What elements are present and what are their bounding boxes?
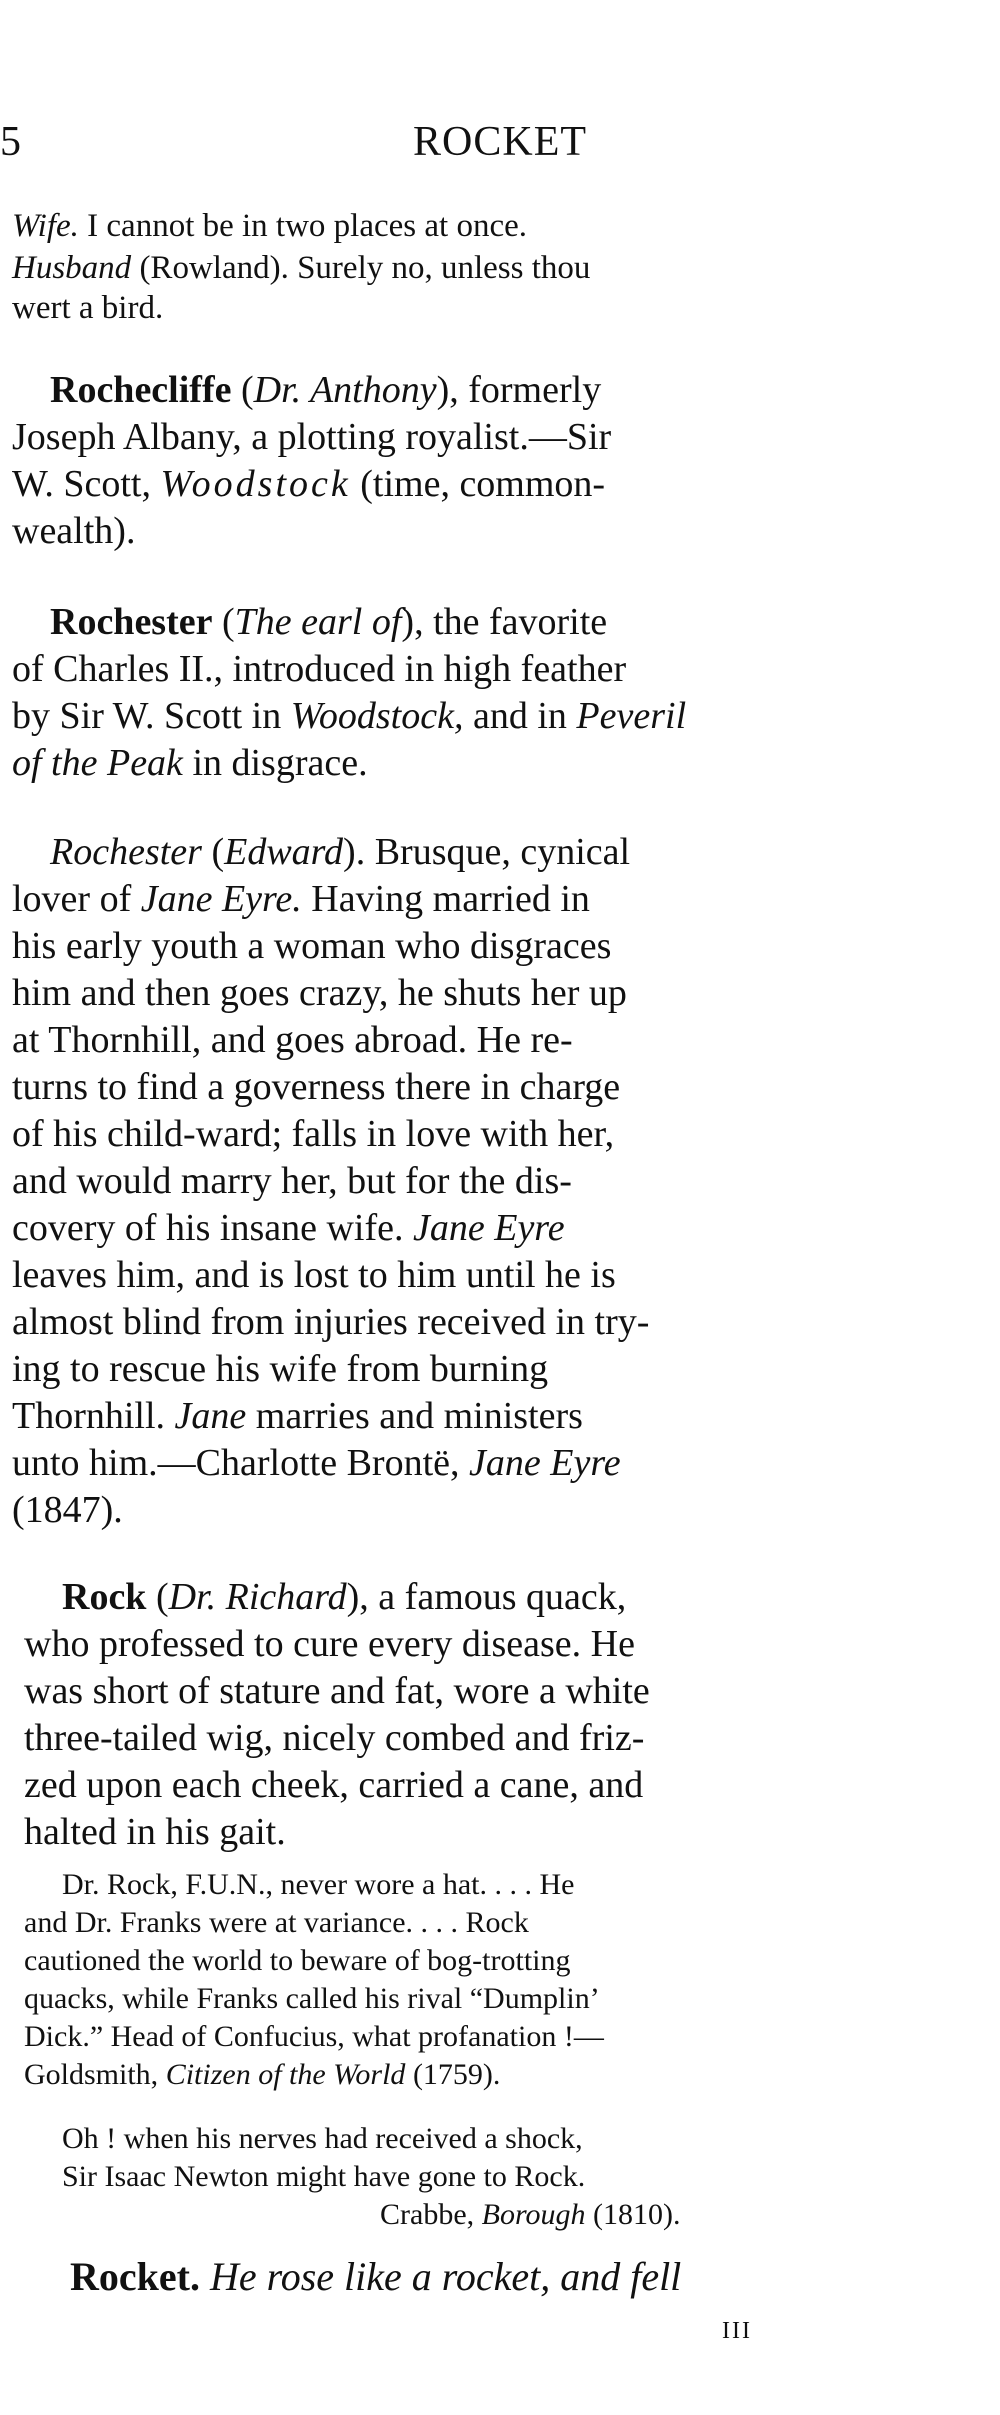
text-italic: Woodstock [160,463,351,505]
text: W. Scott, [12,463,161,505]
entry-line [12,1441,621,1485]
speaker: Husband [12,250,132,286]
text: ( [212,601,235,643]
entry-line: wealth). [12,510,136,552]
text: ( [240,369,254,411]
quote-line: Dick.” Head of Confucius, what profanation !— [24,2020,604,2053]
entry-line: his early youth a woman who disgraces [12,925,612,967]
entry-line: leaves him, and is lost to him until he is [12,1254,616,1296]
text: Crabbe, [380,2198,482,2231]
entry-line: him and then goes crazy, he shuts her up [12,972,627,1014]
quote-line: and Dr. Franks were at variance. . . . Rock [24,1906,529,1939]
dialogue-line [12,250,796,287]
dialogue-text: (Rowland). Surely no, unless thou [131,250,591,286]
entry-line: three-tailed wig, nicely combed and friz- [24,1717,645,1759]
text-italic: Jane Eyre [469,1442,621,1484]
page-number-fragment: 5 [0,119,21,165]
entry-line [50,830,630,874]
entry-line [12,1206,565,1250]
speaker: Wife. [12,208,79,244]
text: ), formerly [436,369,602,411]
text: (1759). [405,2058,501,2091]
quote-line: quacks, while Franks called his rival “Dumplin’ [24,1982,600,2015]
dialogue-line [12,208,782,245]
text-italic: Jane Eyre [413,1207,565,1249]
text: ( [201,831,225,873]
entry-line [12,877,590,921]
text-italic: Peveril [576,695,687,737]
verse-line: Oh ! when his nerves had received a shock, [62,2122,583,2155]
entry-headword: Rocket. [70,2254,200,2299]
text-italic: Jane Eyre. [140,878,302,920]
entry-line [12,1394,583,1438]
entry-headword: Rochester [50,601,213,643]
text: by Sir W. Scott in [12,695,291,737]
entry-line [50,368,796,412]
text-italic: Citizen of the World [165,2058,406,2091]
entry-headword: Rochester [50,831,202,873]
quote-line: cautioned the world to beware of bog-trotting [24,1944,571,1977]
entry-line: ing to rescue his wife from burning [12,1348,549,1390]
entry-line: at Thornhill, and goes abroad. He re- [12,1019,573,1061]
entry-rocket [70,2253,681,2300]
entry-headword: Rock [62,1576,147,1618]
text: covery of his insane wife. [12,1207,413,1249]
text-italic: The earl of [234,601,402,643]
text: Goldsmith, [24,2058,166,2091]
entry-line: turns to find a governess there in charge [12,1066,621,1108]
signature-mark: III [722,2318,752,2344]
text: ( [146,1576,169,1618]
entry-line: almost blind from injuries received in try- [12,1301,650,1343]
text: ). Brusque, cynical [343,831,631,873]
text-italic: Jane [174,1395,247,1437]
text: marries and ministers [246,1395,583,1437]
text-italic: Dr. Anthony [253,369,437,411]
text: ), the favorite [401,601,608,643]
text: ), a famous quack, [346,1576,627,1618]
entry-line: (1847). [12,1489,123,1531]
entry-line [12,741,368,785]
entry-line [62,1575,626,1619]
text-italic: Dr. Richard [168,1576,347,1618]
dialogue-text: I cannot be in two places at once. [78,208,527,244]
entry-headword: Rochecliffe [50,369,232,411]
text: lover of [12,878,141,920]
entry-line: zed upon each cheek, carried a cane, and [24,1764,644,1806]
dialogue-line: wert a bird. [12,290,164,326]
entry-line [50,600,607,644]
entry-line: of Charles II., introduced in high feather [12,648,627,690]
entry-line [12,694,686,738]
entry-line: Joseph Albany, a plotting royalist.—Sir [12,416,612,458]
text: and in [463,695,577,737]
text-italic: He rose like a rocket, and fell [199,2254,682,2299]
entry-line: and would marry her, but for the dis- [12,1160,572,1202]
text-italic: of the Peak [12,742,183,784]
text: unto him.—Charlotte Brontë, [12,1442,470,1484]
quote-line [24,2058,500,2092]
text-italic: Borough [481,2198,586,2231]
entry-line: was short of stature and fat, wore a white [24,1670,650,1712]
text-italic: Edward [224,831,344,873]
text: Thornhill. [12,1395,175,1437]
text: (1810). [585,2198,681,2231]
text: (time, common- [350,463,606,505]
running-title: ROCKET [413,119,587,165]
text: Having married in [301,878,590,920]
quote-line: Dr. Rock, F.U.N., never wore a hat. . . . He [62,1868,575,1901]
entry-line: of his child-ward; falls in love with her, [12,1113,615,1155]
verse-attribution [380,2198,681,2232]
text-italic: Woodstock, [290,695,464,737]
entry-line [12,462,605,506]
entry-line: halted in his gait. [24,1811,286,1853]
verse-line: Sir Isaac Newton might have gone to Rock. [62,2160,586,2193]
text: in disgrace. [182,742,368,784]
entry-line: who professed to cure every disease. He [24,1623,635,1665]
